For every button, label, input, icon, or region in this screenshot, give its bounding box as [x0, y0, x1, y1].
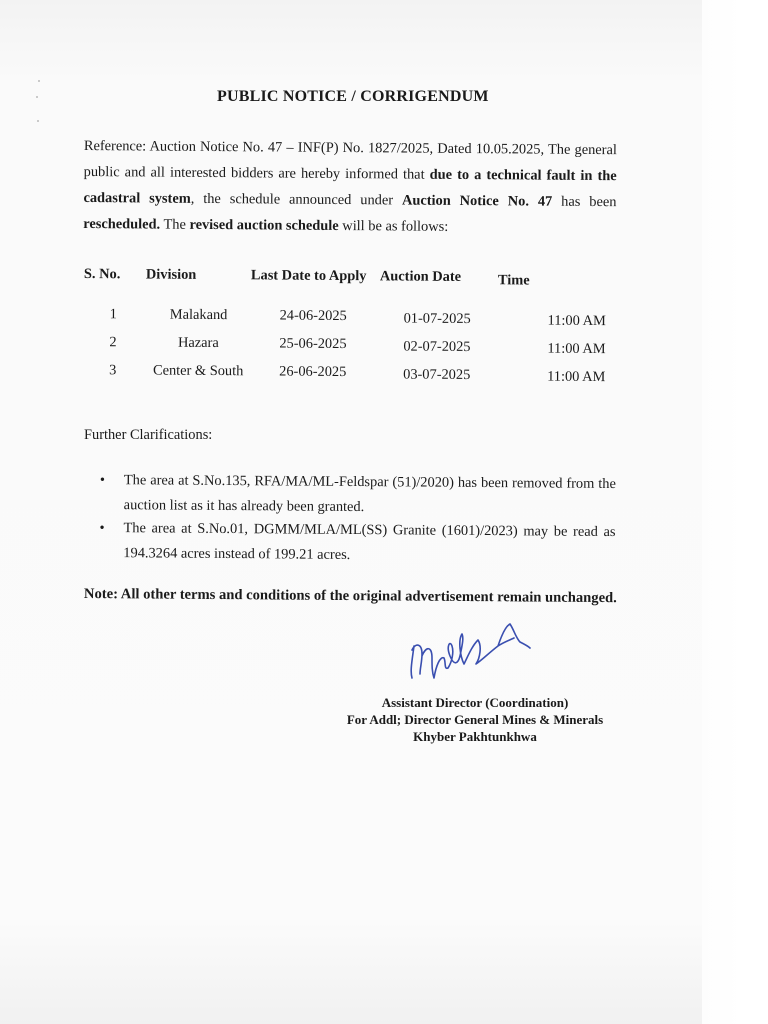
cell-division: Center & South — [152, 362, 244, 380]
signatory-title: Assistant Director (Coordination) — [381, 695, 569, 710]
header-auction-date: Auction Date — [379, 268, 462, 285]
list-item-text: The area at S.No.01, DGMM/MLA/ML(SS) Granite (1601)/2023) may be read as 194.3264 acres instead of 199.21 acres. — [123, 520, 616, 563]
scan-speck — [38, 80, 40, 82]
signatory-office: For Addl; Director General Mines & Minerals — [346, 712, 604, 727]
para-bold-text: due to a technical fault in the cadastral system — [83, 166, 617, 207]
bullet-icon: • — [99, 471, 106, 489]
signatory-block — [344, 694, 606, 745]
clarifications-heading: Further Clarifications: — [84, 427, 213, 443]
cell-division: Hazara — [177, 334, 219, 352]
signatory-province: Khyber Pakhtunkhwa — [413, 729, 537, 744]
scan-speck — [37, 120, 39, 122]
para-text: will be as follows: — [338, 218, 449, 235]
para-text: The — [160, 216, 190, 233]
list-item — [99, 516, 615, 570]
cell-time: 11:00 AM — [547, 368, 606, 386]
para-text: has been — [552, 193, 617, 211]
handwritten-signature — [402, 616, 532, 696]
cell-auction-date: 01-07-2025 — [403, 310, 471, 328]
schedule-table — [83, 266, 624, 394]
header-time: Time — [497, 272, 530, 289]
note-text: Note: All other terms and conditions of the original advertisement remain unchanged. — [83, 586, 617, 607]
scan-speck — [36, 96, 38, 98]
header-sno: S. No. — [83, 266, 121, 283]
table-row — [83, 334, 623, 366]
table-row — [83, 306, 623, 338]
cell-last-date: 26-06-2025 — [279, 363, 347, 381]
para-bold-text: Auction Notice No. 47 — [401, 192, 553, 210]
cell-last-date: 25-06-2025 — [279, 335, 347, 353]
cell-division: Malakand — [169, 306, 228, 324]
bullet-icon: • — [99, 519, 105, 537]
cell-auction-date: 03-07-2025 — [403, 366, 471, 384]
cell-time: 11:00 AM — [547, 340, 606, 358]
para-text: , the schedule announced under — [190, 190, 403, 209]
cell-auction-date: 02-07-2025 — [403, 338, 471, 356]
cell-sno: 1 — [109, 306, 117, 323]
table-row — [83, 362, 623, 394]
cell-sno: 2 — [109, 334, 117, 351]
cell-time: 11:00 AM — [547, 312, 606, 330]
list-item — [100, 468, 616, 522]
reference-paragraph — [83, 133, 617, 241]
table-header-row — [84, 266, 624, 310]
para-bold-text: revised auction schedule — [189, 216, 339, 235]
cell-last-date: 24-06-2025 — [279, 307, 347, 325]
notice-title: PUBLIC NOTICE / CORRIGENDUM — [217, 88, 489, 105]
clarifications-list — [99, 468, 616, 568]
page-edge — [702, 0, 768, 1024]
list-item-text: The area at S.No.135, RFA/MA/ML-Feldspar (51)/2020) has been removed from the auction list as it has already been granted. — [123, 472, 616, 516]
para-bold-text: rescheduled. — [83, 215, 161, 233]
para-text: Reference: Auction Notice No. 47 – INF(P) No. 1827/2025, Dated 10.05.2025, The general public and all interested bidders are hereby informed that — [83, 137, 617, 183]
header-last-date: Last Date to Apply — [250, 267, 367, 285]
header-division: Division — [145, 266, 197, 283]
cell-sno: 3 — [109, 362, 117, 379]
